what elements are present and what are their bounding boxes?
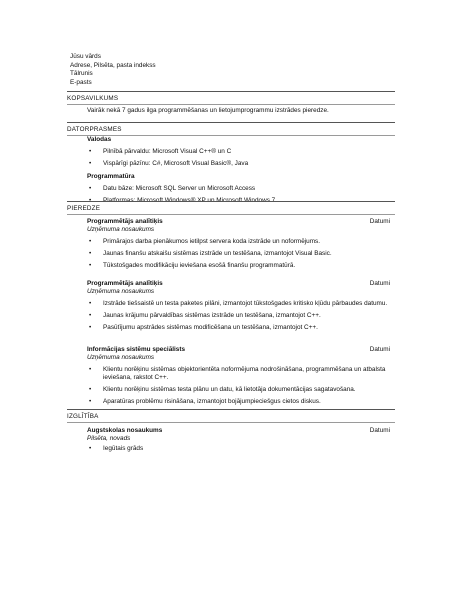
job-bullets	[87, 300, 390, 332]
job-title: Programmētājs analītiķis	[87, 218, 163, 225]
company-name: Uzņēmuma nosaukums	[87, 288, 155, 296]
job-date: Datumi	[369, 218, 390, 225]
list-item: • Primārajos darba pienākumos ietilpst servera koda izstrāde un noformējums.	[87, 238, 390, 246]
job-2	[87, 280, 390, 332]
education-heading: IZGLĪTĪBA	[67, 409, 395, 423]
list-item: • Klientu norēķinu sistēmas testa plānu un datu, kā lietotāja dokumentācijas sagatavošana.	[87, 386, 390, 394]
job-3	[87, 346, 390, 406]
summary-heading: KOPSAVILKUMS	[67, 91, 395, 105]
contact-block	[70, 53, 156, 88]
school-location: Pilsēta, novads	[87, 435, 131, 443]
list-item: • Klientu norēķinu sistēmas objektorientēta noformējuma nodrošināšana, programmēšana un atbalsta ieviešana, rakstot C++.	[87, 366, 390, 383]
list-item: • Izstrāde tiešsaistē un testa paketes pilāni, izmantojot tūkstošgades kritisko kļūdu pārbaudes datumu.	[87, 300, 390, 308]
list-item: • Datu bāze: Microsoft SQL Server un Microsoft Access	[87, 185, 390, 193]
school-name: Augstskolas nosaukums	[87, 427, 163, 434]
skills-heading: DATORPRASMES	[67, 122, 395, 136]
list-item: • Jaunas finanšu atskaišu sistēmas izstrāde un testēšana, izmantojot Visual Basic.	[87, 250, 390, 258]
experience-heading: PIEREDZE	[67, 201, 395, 215]
job-date: Datumi	[369, 280, 390, 287]
contact-address: Adrese, Pilsēta, pasta indekss	[70, 61, 156, 69]
list-item: • Vispārīgi pāzīnu: C#, Microsoft Visual Basic®, Java	[87, 160, 390, 168]
list-item: • Pilnībā pārvaldu: Microsoft Visual C++® un C	[87, 148, 390, 156]
job-title: Informācijas sistēmu speciālists	[87, 346, 186, 353]
company-name: Uzņēmuma nosaukums	[87, 354, 155, 362]
list-item: • Jaunas krājumu pārvaldības sistēmas izstrāde un testēšana, izmantojot C++.	[87, 312, 390, 320]
education-section	[87, 427, 390, 453]
skills-section	[87, 136, 390, 205]
languages-title: Valodas	[87, 136, 112, 143]
software-title: Programmatūra	[87, 172, 135, 180]
company-name: Uzņēmuma nosaukums	[87, 226, 155, 234]
education-date: Datumi	[369, 427, 390, 434]
contact-email: E-pasts	[70, 79, 92, 87]
summary-text: Vairāk nekā 7 gadus ilga programmēšanas un lietojumprogrammu izstrādes pieredze.	[87, 107, 329, 114]
contact-name: Jūsu vārds	[70, 53, 101, 60]
list-item: • Aparatūras problēmu risināšana, izmantojot bojājumpieciešgus cietos diskus.	[87, 398, 390, 406]
job-bullets	[87, 238, 390, 270]
list-item: • Tūkstošgades modifikāciju ieviešana esošā finanšu programmatūrā.	[87, 262, 390, 270]
list-item: • Iegūtais grāds	[87, 445, 390, 453]
list-item: • Pasūtījumu apstrādes sistēmas modificēšana un testēšana, izmantojot C++.	[87, 324, 390, 332]
job-date: Datumi	[369, 346, 390, 353]
job-title: Programmētājs analītiķis	[87, 280, 163, 287]
languages-list	[87, 148, 390, 168]
education-bullets	[87, 445, 390, 453]
job-bullets	[87, 366, 390, 406]
job-1	[87, 218, 390, 270]
contact-phone: Tālrunis	[70, 70, 93, 78]
